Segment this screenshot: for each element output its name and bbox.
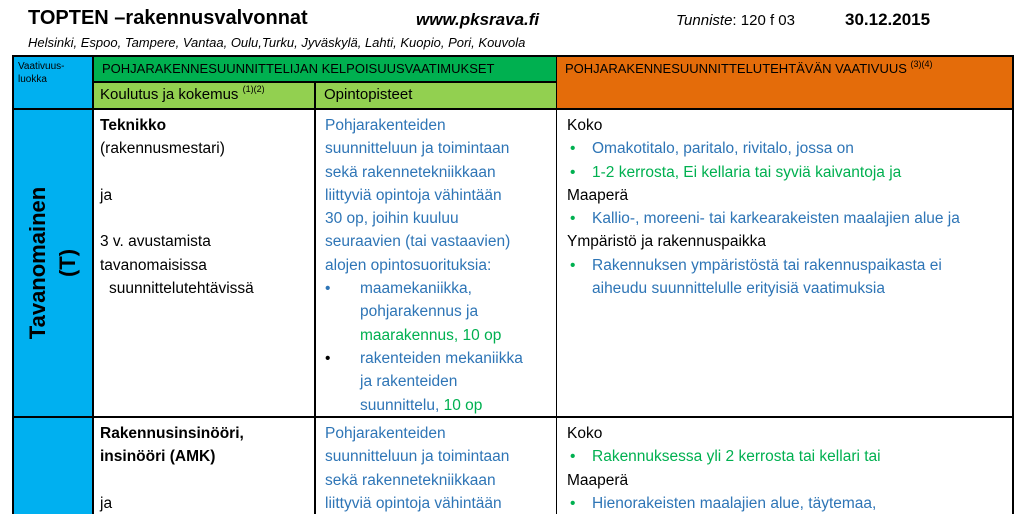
tunniste-label: Tunniste xyxy=(676,12,733,29)
opintopisteet-header: Opintopisteet xyxy=(316,83,556,108)
edu-title: Rakennusinsinööri, xyxy=(100,425,244,442)
credits-line: seuraavien (tai vastaavien) xyxy=(325,233,511,251)
bullet-icon: • xyxy=(570,163,576,181)
credits-bullet-1 xyxy=(325,277,556,347)
class-label-cell-2 xyxy=(14,418,92,514)
ymparisto-label: Ympäristö ja rakennuspaikka xyxy=(567,233,767,251)
koulutus-footnote: (1)(2) xyxy=(242,84,265,94)
credits-bullet-line: maarakennus, 10 op xyxy=(360,326,502,344)
row2-complexity xyxy=(557,418,1012,514)
kelpoisuus-header: POHJARAKENNESUUNNITTELIJAN KELPOISUUSVAATIMUKSET xyxy=(94,57,556,81)
bullet-text: Kallio-, moreeni- tai karkearakeisten maalajien alue ja xyxy=(592,210,960,228)
credits-line: liittyviä opintoja vähintään xyxy=(325,186,502,204)
document-title: TOPTEN –rakennusvalvonnat xyxy=(28,7,308,29)
bullet-icon: • xyxy=(570,210,576,228)
row1-credits xyxy=(316,110,556,416)
website-url[interactable]: www.pksrava.fi xyxy=(416,10,540,29)
class-label-cell xyxy=(14,110,92,416)
credits-bullet-text: suunnittelu, xyxy=(360,396,440,414)
row2-education xyxy=(94,418,314,514)
class-label xyxy=(23,187,83,339)
vaativuus-footnote: (3)(4) xyxy=(910,59,933,69)
credits-line: suunnitteluun ja toimintaan xyxy=(325,140,510,158)
credits-line: Pohjarakenteiden xyxy=(325,117,446,134)
bullet-text: Rakennuksessa yli 2 kerrosta tai kellari tai xyxy=(592,448,881,466)
credits-bullet-line xyxy=(360,394,556,416)
vaativuusluokka-line-1: Vaativuus- xyxy=(18,61,65,72)
maapera-bullet-1 xyxy=(567,207,1012,230)
bullet-icon: • xyxy=(570,140,576,158)
koko-bullet-1 xyxy=(567,137,1012,160)
credits-bullet-2 xyxy=(325,347,556,416)
credits-line: sekä rakennetekniikkaan xyxy=(325,471,496,489)
vaativuusluokka-line-2: luokka xyxy=(18,74,47,85)
maapera-bullet-1 xyxy=(567,492,1012,514)
maapera-label: Maaperä xyxy=(567,186,629,204)
row2-credits xyxy=(316,418,556,514)
koko-label: Koko xyxy=(567,117,603,134)
edu-title: insinööri (AMK) xyxy=(100,448,216,466)
ymparisto-bullet-1 xyxy=(567,254,1012,301)
tunniste-value: : 120 f 03 xyxy=(732,12,795,29)
credits-bullet-line: ja rakenteiden xyxy=(360,373,458,391)
bullet-text: 1-2 kerrosta, Ei kellaria tai syviä kaivantoja ja xyxy=(592,163,902,181)
bullet-icon: • xyxy=(570,494,576,512)
credits-bullet-line: maamekaniikka, xyxy=(360,280,472,298)
edu-subtitle: (rakennusmestari) xyxy=(100,140,225,158)
credits-line: liittyviä opintoja vähintään xyxy=(325,494,502,512)
koko-label: Koko xyxy=(567,425,603,442)
row1-complexity xyxy=(557,110,1012,416)
credits-line: suunnitteluun ja toimintaan xyxy=(325,448,510,466)
bullet-text: Rakennuksen ympäristöstä tai rakennuspaikasta ei xyxy=(592,256,942,274)
credits-bullet-line: pohjarakennus ja xyxy=(360,303,479,321)
bullet-text: Omakotitalo, paritalo, rivitalo, jossa on xyxy=(592,140,854,158)
credits-bullet-value: 10 op xyxy=(443,396,483,414)
edu-experience-2: tavanomaisissa xyxy=(100,256,207,274)
bullet-icon: • xyxy=(570,256,576,274)
bullet-icon: • xyxy=(325,349,331,367)
credits-line: 30 op, joihin kuuluu xyxy=(325,210,459,228)
row1-education xyxy=(94,110,314,416)
edu-experience-1: 3 v. avustamista xyxy=(100,233,211,251)
credits-line: alojen opintosuorituksia: xyxy=(325,256,492,274)
edu-title: Teknikko xyxy=(100,117,167,134)
vaativuusluokka-header xyxy=(14,57,92,108)
koko-bullet-2 xyxy=(567,161,1012,184)
edu-and: ja xyxy=(100,494,113,512)
vaativuus-header xyxy=(557,57,1012,108)
class-name: Tavanomainen xyxy=(25,186,50,340)
edu-experience-3: suunnittelutehtävissä xyxy=(109,280,254,298)
bullet-icon: • xyxy=(325,280,331,298)
bullet-text: aiheudu suunnittelulle erityisiä vaatimuksia xyxy=(592,280,885,298)
document-date: 30.12.2015 xyxy=(845,10,931,29)
koko-bullet-1 xyxy=(567,445,1012,468)
class-code: (T) xyxy=(55,248,80,278)
edu-and: ja xyxy=(100,186,113,204)
credits-line: Pohjarakenteiden xyxy=(325,425,446,442)
credits-line: sekä rakennetekniikkaan xyxy=(325,163,496,181)
table-border-right xyxy=(1012,55,1014,514)
vaativuus-header-text: POHJARAKENNESUUNNITTELUTEHTÄVÄN VAATIVUUS xyxy=(565,61,907,76)
bullet-text: Hienorakeisten maalajien alue, täytemaa, xyxy=(592,494,877,512)
maapera-label: Maaperä xyxy=(567,471,629,489)
koulutus-header xyxy=(94,83,314,108)
city-list: Helsinki, Espoo, Tampere, Vantaa, Oulu,Turku, Jyväskylä, Lahti, Kuopio, Pori, Kouvola xyxy=(28,35,526,50)
bullet-icon: • xyxy=(570,448,576,466)
credits-bullet-line: rakenteiden mekaniikka xyxy=(360,349,523,367)
koulutus-header-text: Koulutus ja kokemus xyxy=(100,86,239,103)
